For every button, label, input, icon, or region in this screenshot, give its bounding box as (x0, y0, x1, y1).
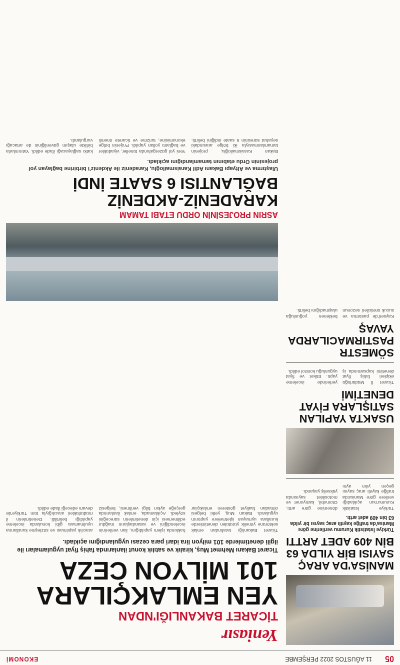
side-story-2-headline: USAKTA YAPILAN SATIŞLARA FİYAT DENETİMİ (299, 388, 394, 425)
page-number: 05 (385, 654, 394, 663)
side-story-2-text: Ticaret İl Müdürlüğü ekipleri fahiş fiyat denetimi kapsamında iş yerlerinde inceleme yaptı. Etiket ve fiyat uygunluğu kontrol edildi. (286, 368, 394, 386)
side-story-1-dek: Türkiye İstatistik Kurumu verilerine göre Manisa'da trafiğe kayıtlı araç sayısı bir yılda 63 bin 409 adet arttı. (290, 514, 394, 532)
highway-photo (6, 223, 278, 301)
side-column (286, 10, 394, 645)
side-story-3-text: Kayseri'de pastırma ve sucuk üreticileri sezonun beklenen yoğunluğa ulaşmadığını belirtti. (286, 308, 394, 319)
main-column (6, 10, 278, 645)
second-body-columns (6, 34, 278, 154)
page-header-bar (0, 650, 400, 665)
main-lead: Ticaret Bakanı Mehmet Muş, kiralık ve satılık konut ilanlarında fahiş fiyat uygulamaları ile ilgili denetimlerde 101 milyon lira idari para cezası uygulandığını açıkladı. (17, 538, 278, 553)
side-story-1-text: Türkiye İstatistik Kurumu'nun açıkladığı verilere göre Manisa'da trafiğe kayıtlı araç sayısı geçen yılın aynı dönemine göre arttı. Otomobil, kamyonet ve motosiklet sayısında yükseliş yaşandı. (286, 483, 394, 511)
main-body-text: Ticaret Bakanlığı tarafından emlak sektörüne yönelik yürütülen denetimlerde kurallara uymayan işletmelere yaptırım uygulandı. Bakan Muş, yetki belgesi olmadan faaliyet gösteren emlakçılar hakkında işlem yapıldığını, ilan verilerinin incelendiğini ve vatandaşların mağdur edilmemesi için denetimlerin süreceğini söyledi. Açıklamada, emlak ilanlarında gerçeğe aykırı bilgi verilmesi, belgesiz aracılık yapılması ve sözleşme kurallarına uyulmaması gibi konularda inceleme yapıldığı belirtildi. Denetimlerin il müdürlükleri aracılığıyla tüm Türkiye'de devam edeceği ifade edildi. (6, 505, 278, 533)
main-kicker: TİCARET BAKANLIĞI'NDAN (118, 609, 278, 623)
side-story-1-headline: MANİSA'DA ARAÇ SAYISI BİR YILDA 63 BİN 409 ADET ARTTI (286, 535, 394, 571)
second-headline: KARADENİZ-AKDENİZ BAĞLANTISI 6 SAATE İNDİ (72, 174, 278, 208)
side-story-3-body (286, 306, 394, 319)
inspection-photo (286, 428, 394, 474)
second-body-text: Bakan Karaismailoğlu, projenin tamamlanmasıyla iki bölge arasındaki seyahat süresinin 6 saate indiğini belirtti. Yeni yol güzergahında tüneller, viyadükler ve bağlantı yolları yapıldı. Projenin bölge ekonomisine, turizme ve ticarete önemli katkı sağlayacağı ifade edildi. Yatırımlarla birlikte ulaşım güvenliğinin de artacağı vurgulandı. (6, 137, 278, 154)
main-headline: YEN EMLAKÇILARA 101 MİLYON CEZA (37, 556, 278, 609)
issue-date: 11 AĞUSTOS 2022 PERŞEMBE (285, 655, 372, 661)
main-body-columns (6, 305, 278, 533)
side-story-2-body (286, 367, 394, 385)
side-story-1-body (286, 483, 394, 511)
divider (286, 478, 394, 479)
section-name: EKONOMİ (6, 655, 39, 661)
divider (286, 362, 394, 363)
second-lead: Ulaştırma ve Altyapı Bakanı Adil Karaismailoğlu, Karadeniz ile Akdeniz'i birbirine bağlayan yol projesinin Ordu etabının tamamlandığını açıkladı. (28, 158, 278, 171)
newspaper-logo: Yeniasır (221, 626, 278, 645)
second-kicker: ASRIN PROJESİNİN ORDU ETABI TAMAM (119, 210, 278, 219)
side-story-3-headline: SÖMESTR PASTIRMACILARDA YAVAŞ (288, 321, 394, 358)
car-traffic-photo (286, 575, 394, 645)
